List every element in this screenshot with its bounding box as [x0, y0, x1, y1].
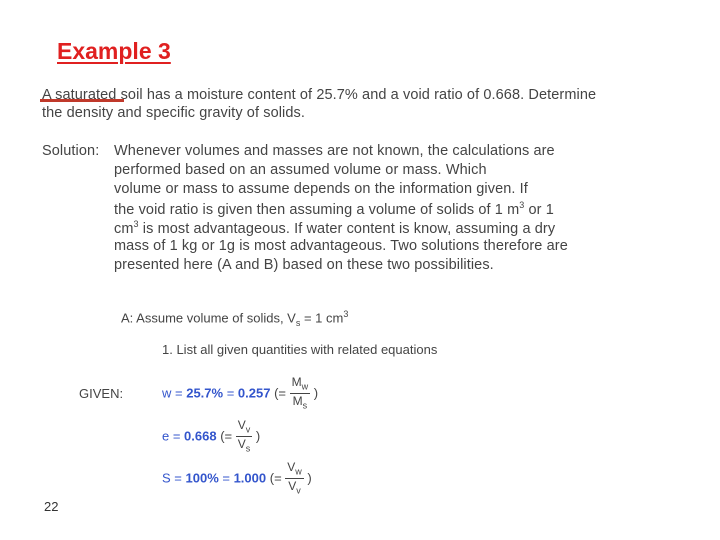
slide-title: Example 3: [57, 38, 171, 64]
equation-saturation: S = 100% = 1.000 (= $\frac{V_w}{V_v}$ ): [162, 460, 312, 496]
fraction-mw-ms: $\frac{M_w}{M_s}$: [291, 375, 309, 411]
solution-line-1: Whenever volumes and masses are not known, the calculations are: [114, 143, 555, 159]
given-label: GIVEN:: [79, 386, 124, 401]
solution-line-3: volume or mass to assume depends on the information given. If: [114, 181, 528, 197]
fraction-vv-vs: $\frac{V_v}{V_s}$: [237, 418, 251, 454]
page-number: 22: [44, 499, 59, 514]
equation-void-ratio: e = 0.668 (= $\frac{V_v}{V_s}$ ): [162, 418, 261, 454]
problem-line-2: the density and specific gravity of solids.: [42, 105, 306, 121]
solution-label: Solution:: [42, 143, 100, 159]
fraction-vw-vv: $\frac{V_w}{V_v}$: [287, 460, 302, 496]
part-a-heading: A: Assume volume of solids, $V_s = 1$ $cm^3$: [121, 309, 349, 328]
problem-line-1: A saturated soil has a moisture content of 25.7% and a void ratio of 0.668. Determine: [42, 87, 597, 103]
step-1-text: 1. List all given quantities with related equations: [162, 342, 438, 357]
solution-line-7: presented here (A and B) based on these two possibilities.: [114, 257, 494, 273]
solution-line-6: mass of 1 kg or 1g is most advantageous. Two solutions therefore are: [114, 238, 568, 254]
solution-line-4: the void ratio is given then assuming a volume of solids of 1 $m^3$ or 1: [114, 200, 554, 218]
solution-line-2: performed based on an assumed volume or mass. Which: [114, 162, 487, 178]
solution-line-5: $cm^3$ is most advantageous. If water content is know, assuming a dry: [114, 219, 556, 237]
equation-water-content: w = 25.7% = 0.257 (= $\frac{M_w}{M_s}$ ): [162, 375, 319, 411]
